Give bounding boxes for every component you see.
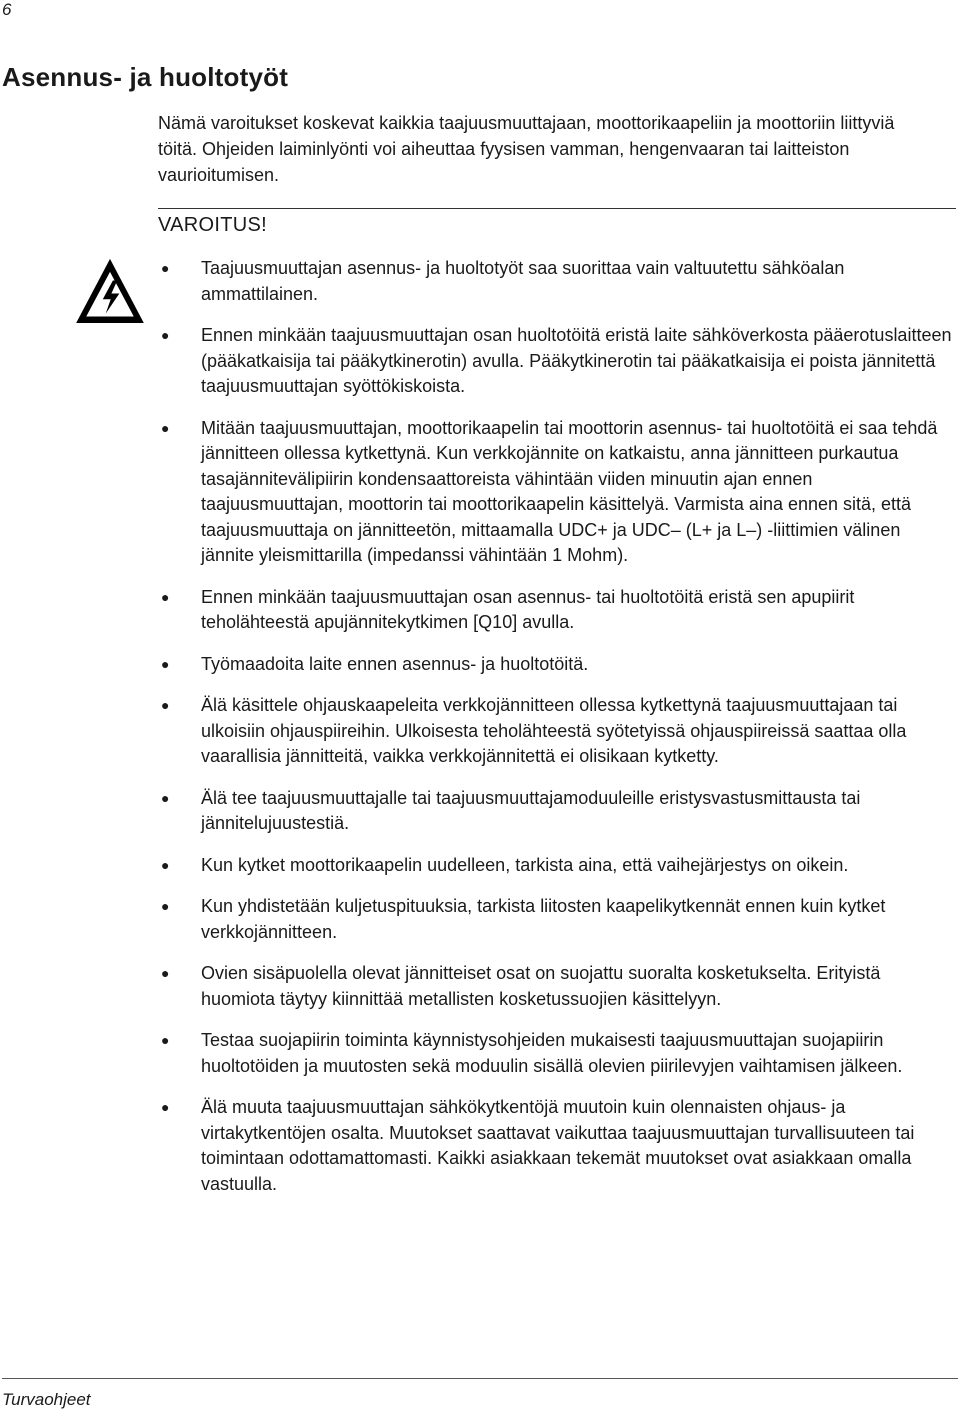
warning-item-text: Älä muuta taajuusmuuttajan sähkökytkentöjä muutoin kuin olennaisten ohjaus- ja virtakytkentöjen osalta. Muutokset saattavat vaikuttaa taajuusmuuttajan turvallisuuteen tai toimintaan odottamattomasti. Kaikki asiakkaan tekemät muutokset ovat asiakkaan omalla vastuulla.: [201, 1097, 915, 1194]
warning-item-text: Taajuusmuuttajan asennus- ja huoltotyöt saa suorittaa vain valtuutettu sähköalan ammattilainen.: [201, 258, 845, 304]
footer-section-name: Turvaohjeet: [2, 1390, 91, 1409]
warning-item: [158, 786, 953, 837]
warning-item: [158, 585, 953, 636]
warning-item-text: Mitään taajuusmuuttajan, moottorikaapelin tai moottorin asennus- tai huoltotöitä ei saa tehdä jännitteen ollessa kytkettynä. Kun verkkojännite on katkaistu, anna jännitteen purkautua tasajännitevälipiirin kondensaattoreista vähintään viiden minuutin ajan ennen taajuusmuuttajan, moottorin tai moottorikaapelin käsittelyä. Varmista aina ennen sitä, että taajuusmuuttaja on jännitteetön, mittaamalla UDC+ ja UDC– (L+ ja L–) -liittimien välinen jännite yleismittarilla (impedanssi vähintään 1 Mohm).: [201, 417, 938, 565]
warning-item: [158, 894, 953, 945]
warning-item-text: Ovien sisäpuolella olevat jännitteiset osat on suojattu suoralta kosketukselta. Erityistä huomiota täytyy kiinnittää metallisten kosketussuojien käsittelyyn.: [201, 963, 881, 1009]
warning-item: [158, 1095, 953, 1197]
bullet-icon: ●: [161, 965, 170, 981]
bullet-icon: ●: [161, 697, 170, 713]
bullet-icon: ●: [161, 327, 170, 343]
warning-item: [158, 693, 953, 770]
warning-heading: VAROITUS!: [158, 214, 268, 236]
bullet-icon: ●: [161, 260, 170, 276]
warning-item-text: Ennen minkään taajuusmuuttajan osan asennus- tai huoltotöitä eristä sen apupiirit teholähteestä apujännitekytkimen [Q10] avulla.: [201, 586, 855, 632]
warning-list: [158, 256, 953, 1213]
bullet-icon: ●: [161, 898, 170, 914]
warning-item: [158, 652, 953, 678]
warning-item-text: Älä tee taajuusmuuttajalle tai taajuusmuuttajamoduuleille eristysvastusmittausta tai jännitelujuustestiä.: [201, 787, 861, 833]
warning-item-text: Työmaadoita laite ennen asennus- ja huoltotöitä.: [201, 653, 589, 674]
footer-divider: [2, 1378, 958, 1379]
bullet-icon: ●: [161, 789, 170, 806]
warning-item-text: Kun kytket moottorikaapelin uudelleen, tarkista aina, että vaihejärjestys on oikein.: [201, 854, 849, 875]
warning-item-text: Ennen minkään taajuusmuuttajan osan huoltotöitä eristä laite sähköverkosta pääerotuslaitteen (pääkatkaisija tai pääkytkinerotin) avulla. Pääkytkinerotin tai pääkatkaisija ei poista jännitettä taajuusmuuttajan syöttökiskoista.: [201, 325, 952, 396]
bullet-icon: ●: [161, 655, 170, 672]
page-number: 6: [2, 0, 12, 19]
warning-item: [158, 961, 953, 1012]
warning-item-text: Älä käsittele ohjauskaapeleita verkkojännitteen ollessa kytkettynä taajuusmuuttajaan tai ulkoisiin ohjauspiireihin. Ulkoisesta teholähteestä syötetyissä ohjauspiireissä saattaa olla vaarallisia jännitteitä, vaikka verkkojännitettä ei olisikaan kytketty.: [201, 695, 907, 766]
warning-item-text: Kun yhdistetään kuljetuspituuksia, tarkista liitosten kaapelikytkennät ennen kuin kytket verkkojännitteen.: [201, 896, 886, 942]
bullet-icon: ●: [161, 1099, 170, 1115]
bullet-icon: ●: [161, 588, 170, 605]
bullet-icon: ●: [161, 856, 170, 873]
bullet-icon: ●: [161, 1032, 170, 1048]
warning-divider: [158, 208, 956, 209]
warning-item: [158, 256, 953, 307]
warning-item-text: Testaa suojapiirin toiminta käynnistysohjeiden mukaisesti taajuusmuuttajan suojapiirin huoltotöiden ja muutosten sekä moduulin sisällä olevien piirilevyjen vaihtamisen jälkeen.: [201, 1030, 903, 1076]
intro-paragraph: Nämä varoitukset koskevat kaikkia taajuusmuuttajaan, moottorikaapeliin ja moottoriin liittyviä töitä. Ohjeiden laiminlyönti voi aiheuttaa fyysisen vamman, hengenvaaran tai laitteiston vaurioitumisen.: [158, 113, 895, 185]
warning-item: [158, 323, 953, 400]
bullet-icon: ●: [161, 419, 170, 436]
warning-item: [158, 416, 953, 569]
section-title: Asennus- ja huoltotyöt: [2, 62, 289, 92]
warning-item: [158, 853, 953, 879]
warning-item: [158, 1028, 953, 1079]
electrical-hazard-icon: [74, 256, 146, 328]
